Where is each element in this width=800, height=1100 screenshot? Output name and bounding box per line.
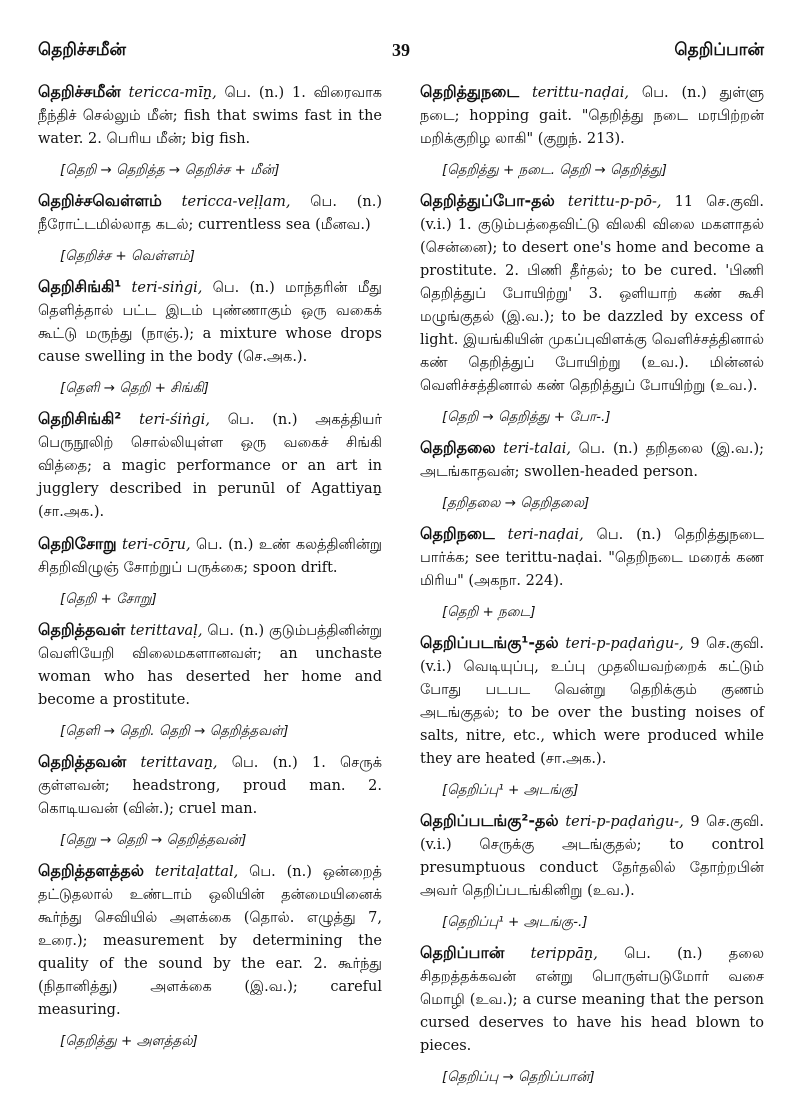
dictionary-entry — [38, 532, 382, 580]
entry-definition: 9 செ.குவி. (v.i.) வெடியுப்பு, உப்பு முதலியவற்றைக் கட்டும் போது படபட வென்று தெறிக்கும் குணம் அடங்குதல்; to be over the busting noises of salts, nitre, etc., which were produced while they are heated (சா.அக.). — [420, 636, 765, 767]
entry-headword: தெறித்தவன் — [38, 752, 127, 771]
entry-etymology: [தெறி → தெறித்த → தெறிச்ச + மீன்] — [60, 162, 280, 178]
dictionary-entry — [420, 631, 764, 771]
entry-definition: பெ. (n.) 1. செருக் குள்ளவன்; headstrong, proud man. 2. கொடியவன் (வின்.); cruel man. — [38, 755, 383, 817]
header-right-guideword: தெறிப்பான் — [674, 40, 764, 60]
dictionary-entry — [420, 436, 764, 484]
entry-definition: பெ. (n.) உண் கலத்தினின்று சிதறிவிழுஞ் சோற்றுப் பருக்கை; spoon drift. — [38, 537, 383, 576]
entry-transliteration: teri-cōṟu, — [122, 537, 191, 553]
entry-headword: தெறிதலை — [420, 438, 496, 457]
entry-etymology: [தெறிச்ச + வெள்ளம்] — [60, 248, 195, 264]
entry-headword: தெறித்துநடை — [420, 82, 520, 101]
entry-etymology: [தெளி → தெறி + சிங்கி] — [60, 380, 209, 396]
dictionary-entry — [38, 80, 382, 151]
entry-definition: பெ. (n.) தலை சிதறத்தக்கவன் என்று பொருள்படுமோர் வசை மொழி (உவ.); a curse meaning that the person cursed deserves to have his head blown to pieces. — [420, 946, 764, 1054]
entry-headword: தெறிப்பான் — [420, 943, 505, 962]
dictionary-entry — [38, 750, 382, 821]
entry-headword: தெறிப்படங்கு¹-தல் — [420, 633, 559, 652]
entry-etymology: [தெறி + சோறு] — [60, 591, 157, 607]
entry-transliteration: teri-naḍai, — [507, 527, 584, 543]
header-left-guideword: தெறிச்சமீன் — [38, 40, 126, 60]
dictionary-entry — [38, 407, 382, 524]
entry-definition: பெ. (n.) துள்ளு நடை; hopping gait. "தெறித்து நடை மரபிற்றன் மறிக்குறிழ லாகி" (குறுந். 213). — [420, 85, 765, 147]
columns — [38, 80, 764, 1096]
dictionary-entry — [420, 189, 764, 398]
entry-etymology: [தெறித்து + நடை. தெறி → தெறித்து] — [442, 162, 667, 178]
dictionary-entry — [420, 941, 764, 1058]
dictionary-entry — [38, 189, 382, 237]
entry-transliteration: teritaḷattal, — [154, 864, 239, 880]
entry-transliteration: teri-p-paḍaṅgu-, — [565, 636, 684, 652]
page-number: 39 — [392, 40, 410, 60]
entry-transliteration: teri-siṅgi, — [131, 280, 203, 296]
entry-etymology: [தெறிப்பு¹ + அடங்கு-.] — [442, 914, 588, 930]
entry-headword: தெறிச்சமீன் — [38, 82, 121, 101]
entry-etymology: [தெறித்து + அளத்தல்] — [60, 1033, 198, 1049]
entry-definition: பெ. (n.) மாந்தரின் மீது தெளித்தால் பட்ட இடம் புண்ணாகும் ஒரு வகைக் கூட்டு மருந்து (நாஞ்.); a mixture whose drops cause swelling in the body (செ.அக.). — [38, 280, 383, 365]
entry-etymology: [தறிதலை → தெறிதலை] — [442, 495, 590, 511]
entry-etymology: [தெறு → தெறி → தெறித்தவன்] — [60, 832, 247, 848]
entry-transliteration: teri-śiṅgi, — [139, 412, 210, 428]
entry-transliteration: terippāṉ, — [530, 946, 598, 962]
entry-transliteration: terittu-naḍai, — [531, 85, 630, 101]
entry-headword: தெறிசிங்கி² — [38, 409, 122, 428]
entry-transliteration: tericca-mīṉ, — [128, 85, 217, 101]
entry-transliteration: tericca-veḷḷam, — [181, 194, 291, 210]
entry-definition: பெ. (n.) நீரோட்டமில்லாத கடல்; currentless sea (மீனவ.) — [38, 194, 382, 233]
entry-transliteration: terittu-p-pō-, — [567, 194, 662, 210]
entry-definition: பெ. (n.) 1. விரைவாக நீந்திச் செல்லும் மீன்; fish that swims fast in the water. 2. பெரிய மீன்; big fish. — [38, 85, 383, 147]
entry-headword: தெறிசோறு — [38, 534, 117, 553]
dictionary-entry — [38, 859, 382, 1022]
entry-transliteration: teri-p-paḍaṅgu-, — [565, 814, 684, 830]
entry-definition: பெ. (n.) அகத்தியர் பெருநூலிற் சொல்லியுள்ள ஒரு வகைச் சிங்கி வித்தை; a magic performance or an art in jugglery described in perunūl of Agattiyaṉ (சா.அக.). — [38, 412, 382, 520]
dictionary-entry — [38, 275, 382, 369]
entry-etymology: [தெறி → தெறித்து + போ-.] — [442, 409, 611, 425]
dictionary-entry — [420, 522, 764, 593]
entry-headword: தெறித்துப்போ-தல் — [420, 191, 555, 210]
entry-definition: பெ. (n.) தெறித்துநடை பார்க்க; see terittu-naḍai. "தெறிநடை மரைக் கண மிரிய" (அகநா. 224). — [420, 527, 764, 589]
entry-definition: பெ. (n.) தறிதலை (இ.வ.); அடங்காதவன்; swollen-headed person. — [420, 441, 765, 480]
entry-headword: தெறிசிங்கி¹ — [38, 277, 122, 296]
entry-headword: தெறித்தவள் — [38, 620, 126, 639]
entry-etymology: [தெறி + நடை] — [442, 604, 536, 620]
page-header — [38, 40, 764, 80]
dictionary-entry — [420, 809, 764, 903]
entry-definition: பெ. (n.) குடும்பத்தினின்று வெளியேறி விலைமகளானவள்; an unchaste woman who has deserted her home and become a prostitute. — [38, 623, 383, 708]
entry-transliteration: teri-talai, — [503, 441, 572, 457]
entry-headword: தெறித்தளத்தல் — [38, 861, 145, 880]
entry-headword: தெறிப்படங்கு²-தல் — [420, 811, 559, 830]
entry-headword: தெறிநடை — [420, 524, 495, 543]
left-column — [38, 80, 382, 1096]
entry-headword: தெறிச்சவெள்ளம் — [38, 191, 162, 210]
entry-etymology: [தெறிப்பு¹ + அடங்கு] — [442, 782, 579, 798]
dictionary-entry — [38, 618, 382, 712]
dictionary-entry — [420, 80, 764, 151]
entry-definition: பெ. (n.) ஒன்றைத் தட்டுதலால் உண்டாம் ஒலியின் தன்மையினைக் கூர்ந்து செவியில் அளக்கை (தொல். எழுத்து 7, உரை.); measurement by determining the quality of the sound by the ear. 2. கூர்ந்து (நிதானித்து) அளக்கை (இ.வ.); careful measuring. — [38, 864, 383, 1018]
entry-etymology: [தெளி → தெறி. தெறி → தெறித்தவள்] — [60, 723, 289, 739]
entry-definition: 11 செ.குவி. (v.i.) 1. குடும்பத்தைவிட்டு விலகி விலை மகளாதல் (சென்னை); to desert one's home and become a prostitute. 2. பிணி தீர்தல்; to be cured. 'பிணி தெறித்துப் போயிற்று' 3. ஒளியாற் கண் கூசி மழுங்குதல் (இ.வ.); to be dazzled by excess of light. இயங்கியின் முகப்புவிளக்கு வெளிச்சத்தினால் கண் தெறித்துப் போயிற்று (உவ.). மின்னல் வெளிச்சத்தினால் கண் தெறித்துப் போயிற்று (உவ.). — [420, 194, 764, 394]
entry-transliteration: terittavaḷ, — [130, 623, 203, 639]
right-column — [420, 80, 764, 1096]
entry-definition: 9 செ.குவி. (v.i.) செருக்கு அடங்குதல்; to control presumptuous conduct தேர்தலில் தோற்றபின் அவர் தெறிப்படங்கினிறு (உவ.). — [420, 814, 765, 899]
entry-etymology: [தெறிப்பு → தெறிப்பான்] — [442, 1069, 595, 1085]
entry-transliteration: terittavaṉ, — [140, 755, 218, 771]
